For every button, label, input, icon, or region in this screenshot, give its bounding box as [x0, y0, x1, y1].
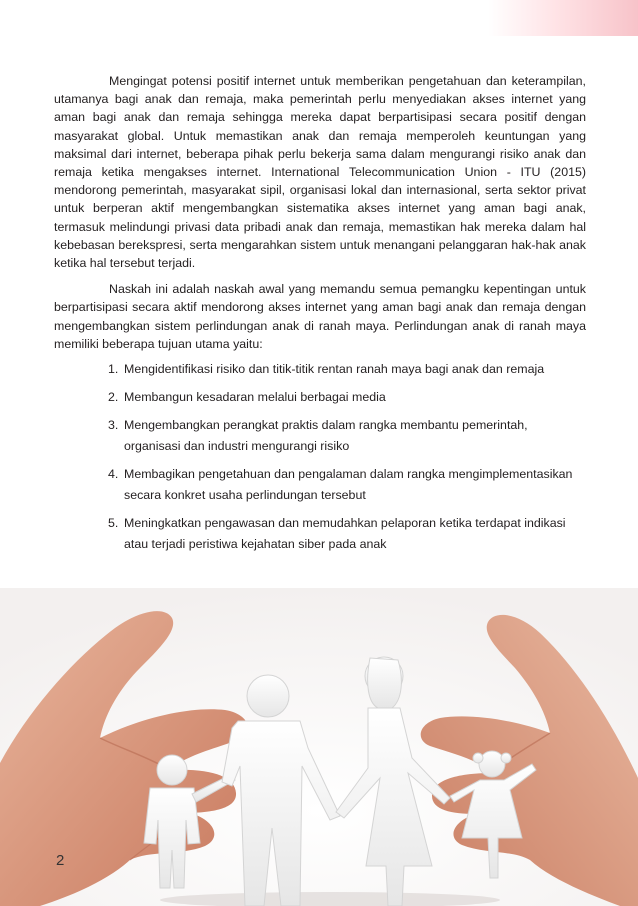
- list-item: [108, 387, 586, 408]
- page-number: 2: [56, 852, 65, 869]
- list-text: Meningkatkan pengawasan dan memudahkan pelaporan ketika terdapat indikasi atau terjadi peristiwa kejahatan siber pada anak: [124, 516, 566, 552]
- list-number: 3.: [108, 418, 119, 433]
- list-item: [108, 513, 586, 555]
- list-item: [108, 464, 586, 506]
- list-text: Membangun kesadaran melalui berbagai media: [124, 390, 386, 405]
- corner-accent: [488, 0, 638, 36]
- illustration-svg: [0, 588, 638, 906]
- list-number: 4.: [108, 467, 119, 482]
- body-text: [54, 72, 586, 562]
- list-item: [108, 359, 586, 380]
- goals-list: [54, 359, 586, 555]
- list-number: 2.: [108, 390, 119, 405]
- list-number: 5.: [108, 516, 119, 531]
- list-text: Mengidentifikasi risiko dan titik-titik rentan ranah maya bagi anak dan remaja: [124, 362, 545, 377]
- paragraph-purpose: Naskah ini adalah naskah awal yang memandu semua pemangku kepentingan untuk berpartisipasi secara aktif mendorong akses internet yang aman bagi anak dan remaja dengan mengembangkan sistem perlindungan anak di ranah maya. Perlindungan anak di ranah maya memiliki beberapa tujuan utama yaitu:: [54, 282, 586, 351]
- family-protection-illustration: [0, 588, 638, 906]
- list-text: Mengembangkan perangkat praktis dalam rangka membantu pemerintah, organisasi dan industri mengurangi risiko: [124, 418, 528, 454]
- list-item: [108, 415, 586, 457]
- list-number: 1.: [108, 362, 119, 377]
- list-text: Membagikan pengetahuan dan pengalaman dalam rangka mengimplementasikan secara konkret usaha perlindungan tersebut: [124, 467, 573, 503]
- paragraph-intro: Mengingat potensi positif internet untuk memberikan pengetahuan dan keterampilan, utamanya bagi anak dan remaja, maka pemerintah perlu menyediakan akses internet yang aman bagi anak dan remaja sehingga mereka dapat berpartisipasi secara positif dengan masyarakat global. Untuk memastikan anak dan remaja memperoleh keuntungan yang maksimal dari internet, beberapa pihak perlu bekerja sama dalam mengurangi risiko anak dan remaja ketika mengakses internet. International Telecommunication Union - ITU (2015) mendorong pemerintah, masyarakat sipil, organisasi lokal dan internasional, serta sektor privat untuk berperan aktif mengembangkan sistematika akses internet yang aman bagi anak, termasuk melindungi privasi data pribadi anak dan remaja, memastikan hak mereka dalam hal kebebasan berekspresi, serta mengarahkan sistem untuk menangani pelanggaran hak-hak anak ketika hal tersebut terjadi.: [54, 74, 586, 271]
